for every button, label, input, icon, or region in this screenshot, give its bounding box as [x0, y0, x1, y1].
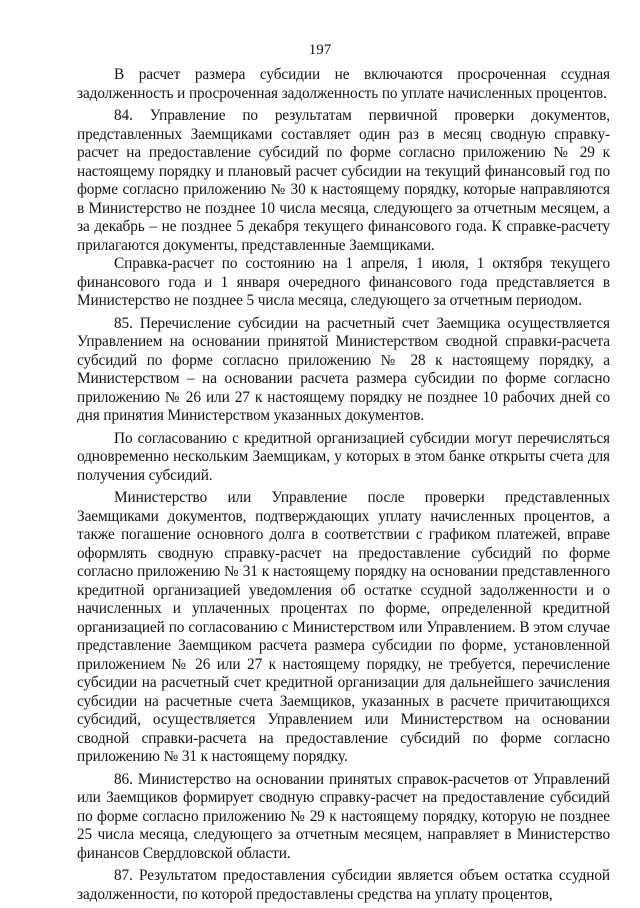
paragraph-exclusions: В расчет размера субсидии не включаются просроченная ссудная задолженность и просроченная задолженность по уплате начисленных процентов. [77, 66, 610, 102]
paragraph-85-multiple-borrowers: По согласованию с кредитной организацией субсидии могут перечисляться одновременно нескольким Заемщикам, у которых в этом банке открыты счета для получения субсидий. [77, 429, 610, 484]
paragraph-84-reporting-dates: Справка-расчет по состоянию на 1 апреля, 1 июля, 1 октября текущего финансового года и 1 января очередного финансового года представляется в Министерство не позднее 5 числа месяца, следующего за отчетным периодом. [77, 255, 610, 309]
paragraph-85-bank-notice: Министерство или Управление после проверки представленных Заемщиками документов, подтверждающих уплату начисленных процентов, а также погашение основного долга в соответствии с графиком платежей, вправе оформлять сводную справку-расчет на предоставление субсидий по форме согласно приложению № 31 к настоящему порядку на основании представленного кредитной организацией уведомления об остатке ссудной задолженности и о начисленных и уплаченных процентах по форме, определенной кредитной организацией по согласованию с Министерством или Управлением. В этом случае представление Заемщиком расчета размера субсидии по форме, установленной приложением № 26 или 27 к настоящему порядку, не требуется, перечисление субсидии на расчетный счет кредитной организации для дальнейшего зачисления субсидии на расчетные счета Заемщиков, указанных в расчете причитающихся субсидий, осуществляется Управлением или Министерством на основании сводной справки-расчета на предоставление субсидий по форме согласно приложению № 31 к настоящему порядку. [77, 489, 610, 765]
page-number: 197 [308, 42, 332, 58]
document-body [77, 66, 610, 908]
paragraph-84: 84. Управление по результатам первичной проверки документов, представленных Заемщиками составляет один раз в месяц сводную справку-расчет на предоставление субсидий по форме согласно приложению № 29 к настоящему порядку и плановый расчет субсидии на текущий финансовый год по форме согласно приложению № 30 к настоящему порядку, которые направляются в Министерство не позднее 10 числа месяца, следующего за отчетным месяцем, а за декабрь – не позднее 5 декабря текущего финансового года. К справке-расчету прилагаются документы, представленные Заемщиками. [77, 107, 610, 254]
paragraph-86: 86. Министерство на основании принятых справок-расчетов от Управлений или Заемщиков формирует сводную справку-расчет на предоставление субсидий по форме согласно приложению № 29 к настоящему порядку, которую не позднее 25 числа месяца, следующего за отчетным месяцем, направляет в Министерство финансов Свердловской области. [77, 770, 610, 862]
paragraph-85: 85. Перечисление субсидии на расчетный счет Заемщика осуществляется Управлением на основании принятой Министерством сводной справки-расчета субсидий по форме согласно приложению № 28 к настоящему порядку, а Министерством – на основании расчета размера субсидии по форме согласно приложению № 26 или 27 к настоящему порядку не позднее 10 рабочих дней со дня принятия Министерством указанных документов. [77, 314, 610, 424]
paragraph-87: 87. Результатом предоставления субсидии является объем остатка ссудной задолженности, по которой предоставлены средства на уплату процентов, [77, 867, 610, 903]
